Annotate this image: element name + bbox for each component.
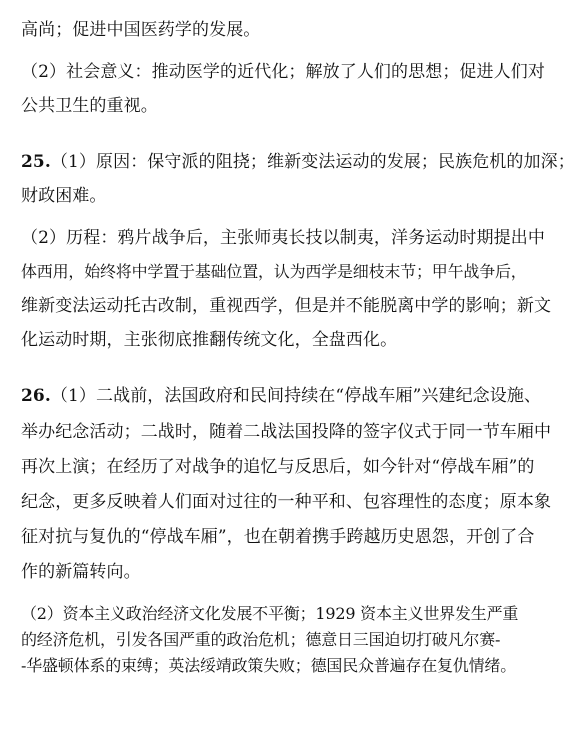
q26-part2-line-2: 的经济危机，引发各国严重的政治危机；德意日三国迫切打破凡尔赛- [21, 630, 501, 649]
q26-part1-line-6: 作的新篇转向。 [21, 562, 141, 582]
q26-part2-line-1: （2）资本主义政治经济文化发展不平衡；1929 资本主义世界发生严重 [21, 604, 519, 623]
q25-cause-line-1 [21, 152, 575, 172]
q26-part1-line-3: 再次上演；在经历了对战争的追忆与反思后，如今针对“停战车厢”的 [21, 457, 535, 477]
q25-process-line-1: （2）历程：鸦片战争后，主张师夷长技以制夷，洋务运动时期提出中 [21, 228, 545, 248]
q25-process-line-3: 维新变法运动托古改制，重视西学，但是并不能脱离中学的影响；新文 [21, 296, 552, 316]
q26-part1-line-5: 征对抗与复仇的“停战车厢”，也在朝着携手跨越历史恩怨，开创了合 [21, 527, 535, 547]
q24-social-significance-line-2: 公共卫生的重视。 [21, 96, 158, 116]
q25-number: 25. [21, 152, 51, 172]
q24-text-line-1: 高尚；促进中国医药学的发展。 [21, 20, 261, 40]
q26-part2-line-3: -华盛顿体系的束缚；英法绥靖政策失败；德国民众普遍存在复仇情绪。 [21, 656, 517, 675]
q26-part1-line-4: 纪念，更多反映着人们面对过往的一种平和、包容理性的态度；原本象 [21, 492, 552, 512]
q26-part1-line-2: 举办纪念活动；二战时，随着二战法国投降的签字仪式于同一节车厢中 [21, 422, 552, 442]
q26-part1-text: （1）二战前，法国政府和民间持续在“停战车厢”兴建纪念设施、 [50, 386, 542, 406]
q25-process-line-2: 体西用，始终将中学置于基础位置，认为西学是细枝末节；甲午战争后， [21, 262, 527, 281]
q24-social-significance-line-1: （2）社会意义：推动医学的近代化；解放了人们的思想；促进人们对 [21, 62, 545, 82]
q26-part1-line-1 [21, 386, 541, 406]
q25-cause-text: （1）原因：保守派的阻挠；维新变法运动的发展；民族危机的加深； [50, 152, 575, 172]
q25-cause-line-2: 财政困难。 [21, 186, 107, 206]
q26-number: 26. [21, 386, 51, 406]
q25-process-line-4: 化运动时期，主张彻底推翻传统文化，全盘西化。 [21, 330, 398, 350]
